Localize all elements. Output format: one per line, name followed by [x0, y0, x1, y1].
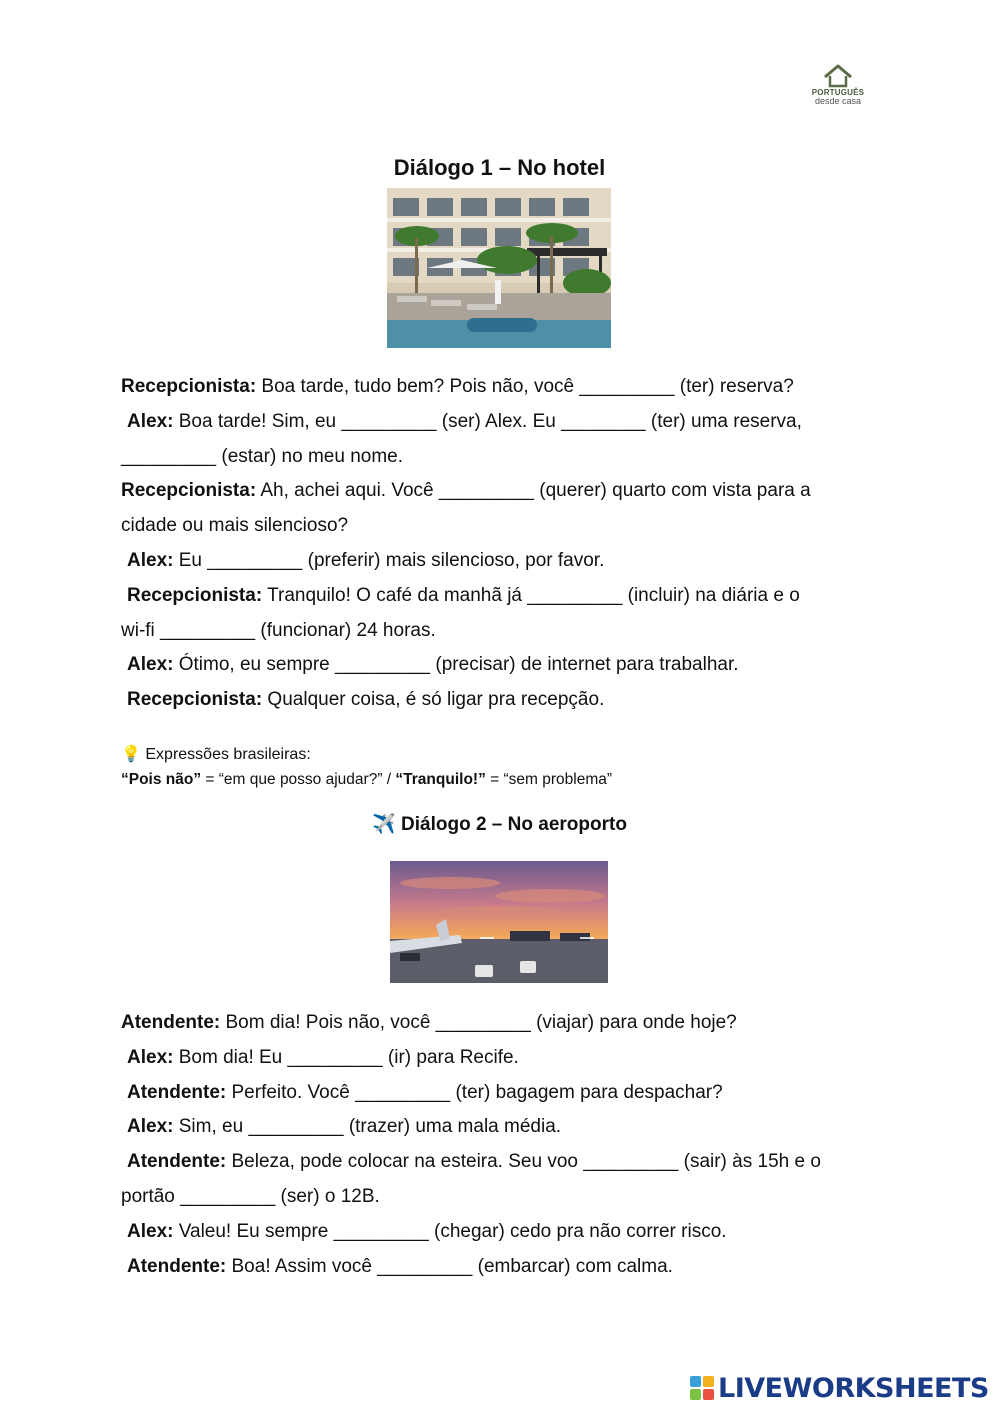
speaker: Recepcionista: [121, 376, 257, 397]
dialog-line [121, 614, 881, 649]
speaker: Alex: [127, 1046, 174, 1068]
lightbulb-icon: 💡 [121, 746, 141, 763]
speaker: Recepcionista: [127, 689, 263, 711]
dialog-line [121, 1250, 881, 1285]
meaning-tranquilo: = “sem problema” [485, 771, 613, 788]
liveworksheets-logo [690, 1372, 989, 1404]
line-text: Tranquilo! O café da manhã já _________ (incluir) na diária e o [262, 584, 800, 606]
line-text: cidade ou mais silencioso? [121, 515, 349, 537]
house-icon [823, 64, 853, 88]
speaker: Alex: [127, 410, 174, 432]
dialog-line [121, 474, 881, 509]
speaker: Atendente: [127, 1151, 227, 1173]
dialog-line [121, 1145, 881, 1180]
line-text: _________ (estar) no meu nome. [121, 445, 404, 467]
dialog1-title: Diálogo 1 – No hotel [393, 155, 606, 180]
line-text: Ah, achei aqui. Você _________ (querer) quarto com vista para a [256, 480, 811, 502]
dialog2-title-row [0, 812, 999, 836]
line-text: Bom dia! Eu _________ (ir) para Recife. [173, 1046, 519, 1068]
dialog-line [121, 683, 881, 718]
dialog-line [121, 579, 881, 614]
line-text: Qualquer coisa, é só ligar pra recepção. [262, 689, 605, 711]
line-text: Sim, eu _________ (trazer) uma mala média. [173, 1116, 562, 1138]
speaker: Recepcionista: [121, 480, 257, 502]
line-text: Boa tarde, tudo bem? Pois não, você _________ (ter) reserva? [256, 376, 794, 397]
portugues-desde-casa-logo [806, 64, 870, 114]
tip-expressions-row [121, 767, 612, 792]
liveworksheets-wordmark: LIVEWORKSHEETS [718, 1372, 989, 1404]
dialog-line [121, 648, 881, 683]
dialog-line [121, 1076, 881, 1111]
dialog-line [121, 1006, 881, 1041]
expressions-tip [121, 742, 612, 792]
speaker: Alex: [127, 654, 174, 676]
logo-line2: desde casa [814, 96, 862, 106]
dialog1-text [121, 370, 881, 718]
dialog-line [121, 1041, 881, 1076]
line-text: Eu _________ (preferir) mais silencioso, por favor. [173, 549, 605, 571]
dialog2-title: Diálogo 2 – No aeroporto [401, 814, 627, 835]
dialog-line [121, 370, 881, 405]
tip-heading: Expressões brasileiras: [145, 746, 311, 763]
dialog-line [121, 1110, 881, 1145]
tip-heading-row [121, 742, 612, 767]
dialog-line [121, 509, 881, 544]
speaker: Alex: [127, 1220, 174, 1242]
dialog-line [121, 405, 881, 440]
dialog-line [121, 544, 881, 579]
line-text: wi-fi _________ (funcionar) 24 horas. [121, 619, 436, 641]
speaker: Atendente: [127, 1255, 227, 1277]
expression-pois-nao: “Pois não” [121, 771, 202, 788]
dialog-line [121, 1215, 881, 1250]
liveworksheets-cube-icon [690, 1376, 714, 1400]
line-text: portão _________ (ser) o 12B. [121, 1185, 380, 1207]
airport-photo [390, 861, 608, 983]
speaker: Recepcionista: [127, 584, 263, 606]
line-text: Beleza, pode colocar na esteira. Seu voo _________ (sair) às 15h e o [226, 1151, 821, 1173]
line-text: Valeu! Eu sempre _________ (chegar) cedo pra não correr risco. [173, 1220, 727, 1242]
line-text: Boa! Assim você _________ (embarcar) com calma. [226, 1255, 673, 1277]
line-text: Boa tarde! Sim, eu _________ (ser) Alex. Eu ________ (ter) uma reserva, [173, 410, 802, 432]
hotel-photo [387, 188, 611, 348]
meaning-pois-nao: = “em que posso ajudar?” / [201, 771, 396, 788]
logo-line1: PORTUGUÊS [811, 88, 865, 97]
speaker: Alex: [127, 1116, 174, 1138]
line-text: Perfeito. Você _________ (ter) bagagem para despachar? [226, 1081, 723, 1103]
speaker: Alex: [127, 549, 174, 571]
line-text: Ótimo, eu sempre _________ (precisar) de internet para trabalhar. [173, 654, 739, 676]
dialog-line [121, 440, 881, 475]
dialog-line [121, 1180, 881, 1215]
speaker: Atendente: [121, 1012, 221, 1033]
line-text: Bom dia! Pois não, você _________ (viajar) para onde hoje? [220, 1012, 737, 1033]
dialog2-text [121, 1006, 881, 1284]
speaker: Atendente: [127, 1081, 227, 1103]
airplane-icon: ✈️ [372, 814, 396, 835]
expression-tranquilo: “Tranquilo!” [395, 771, 486, 788]
